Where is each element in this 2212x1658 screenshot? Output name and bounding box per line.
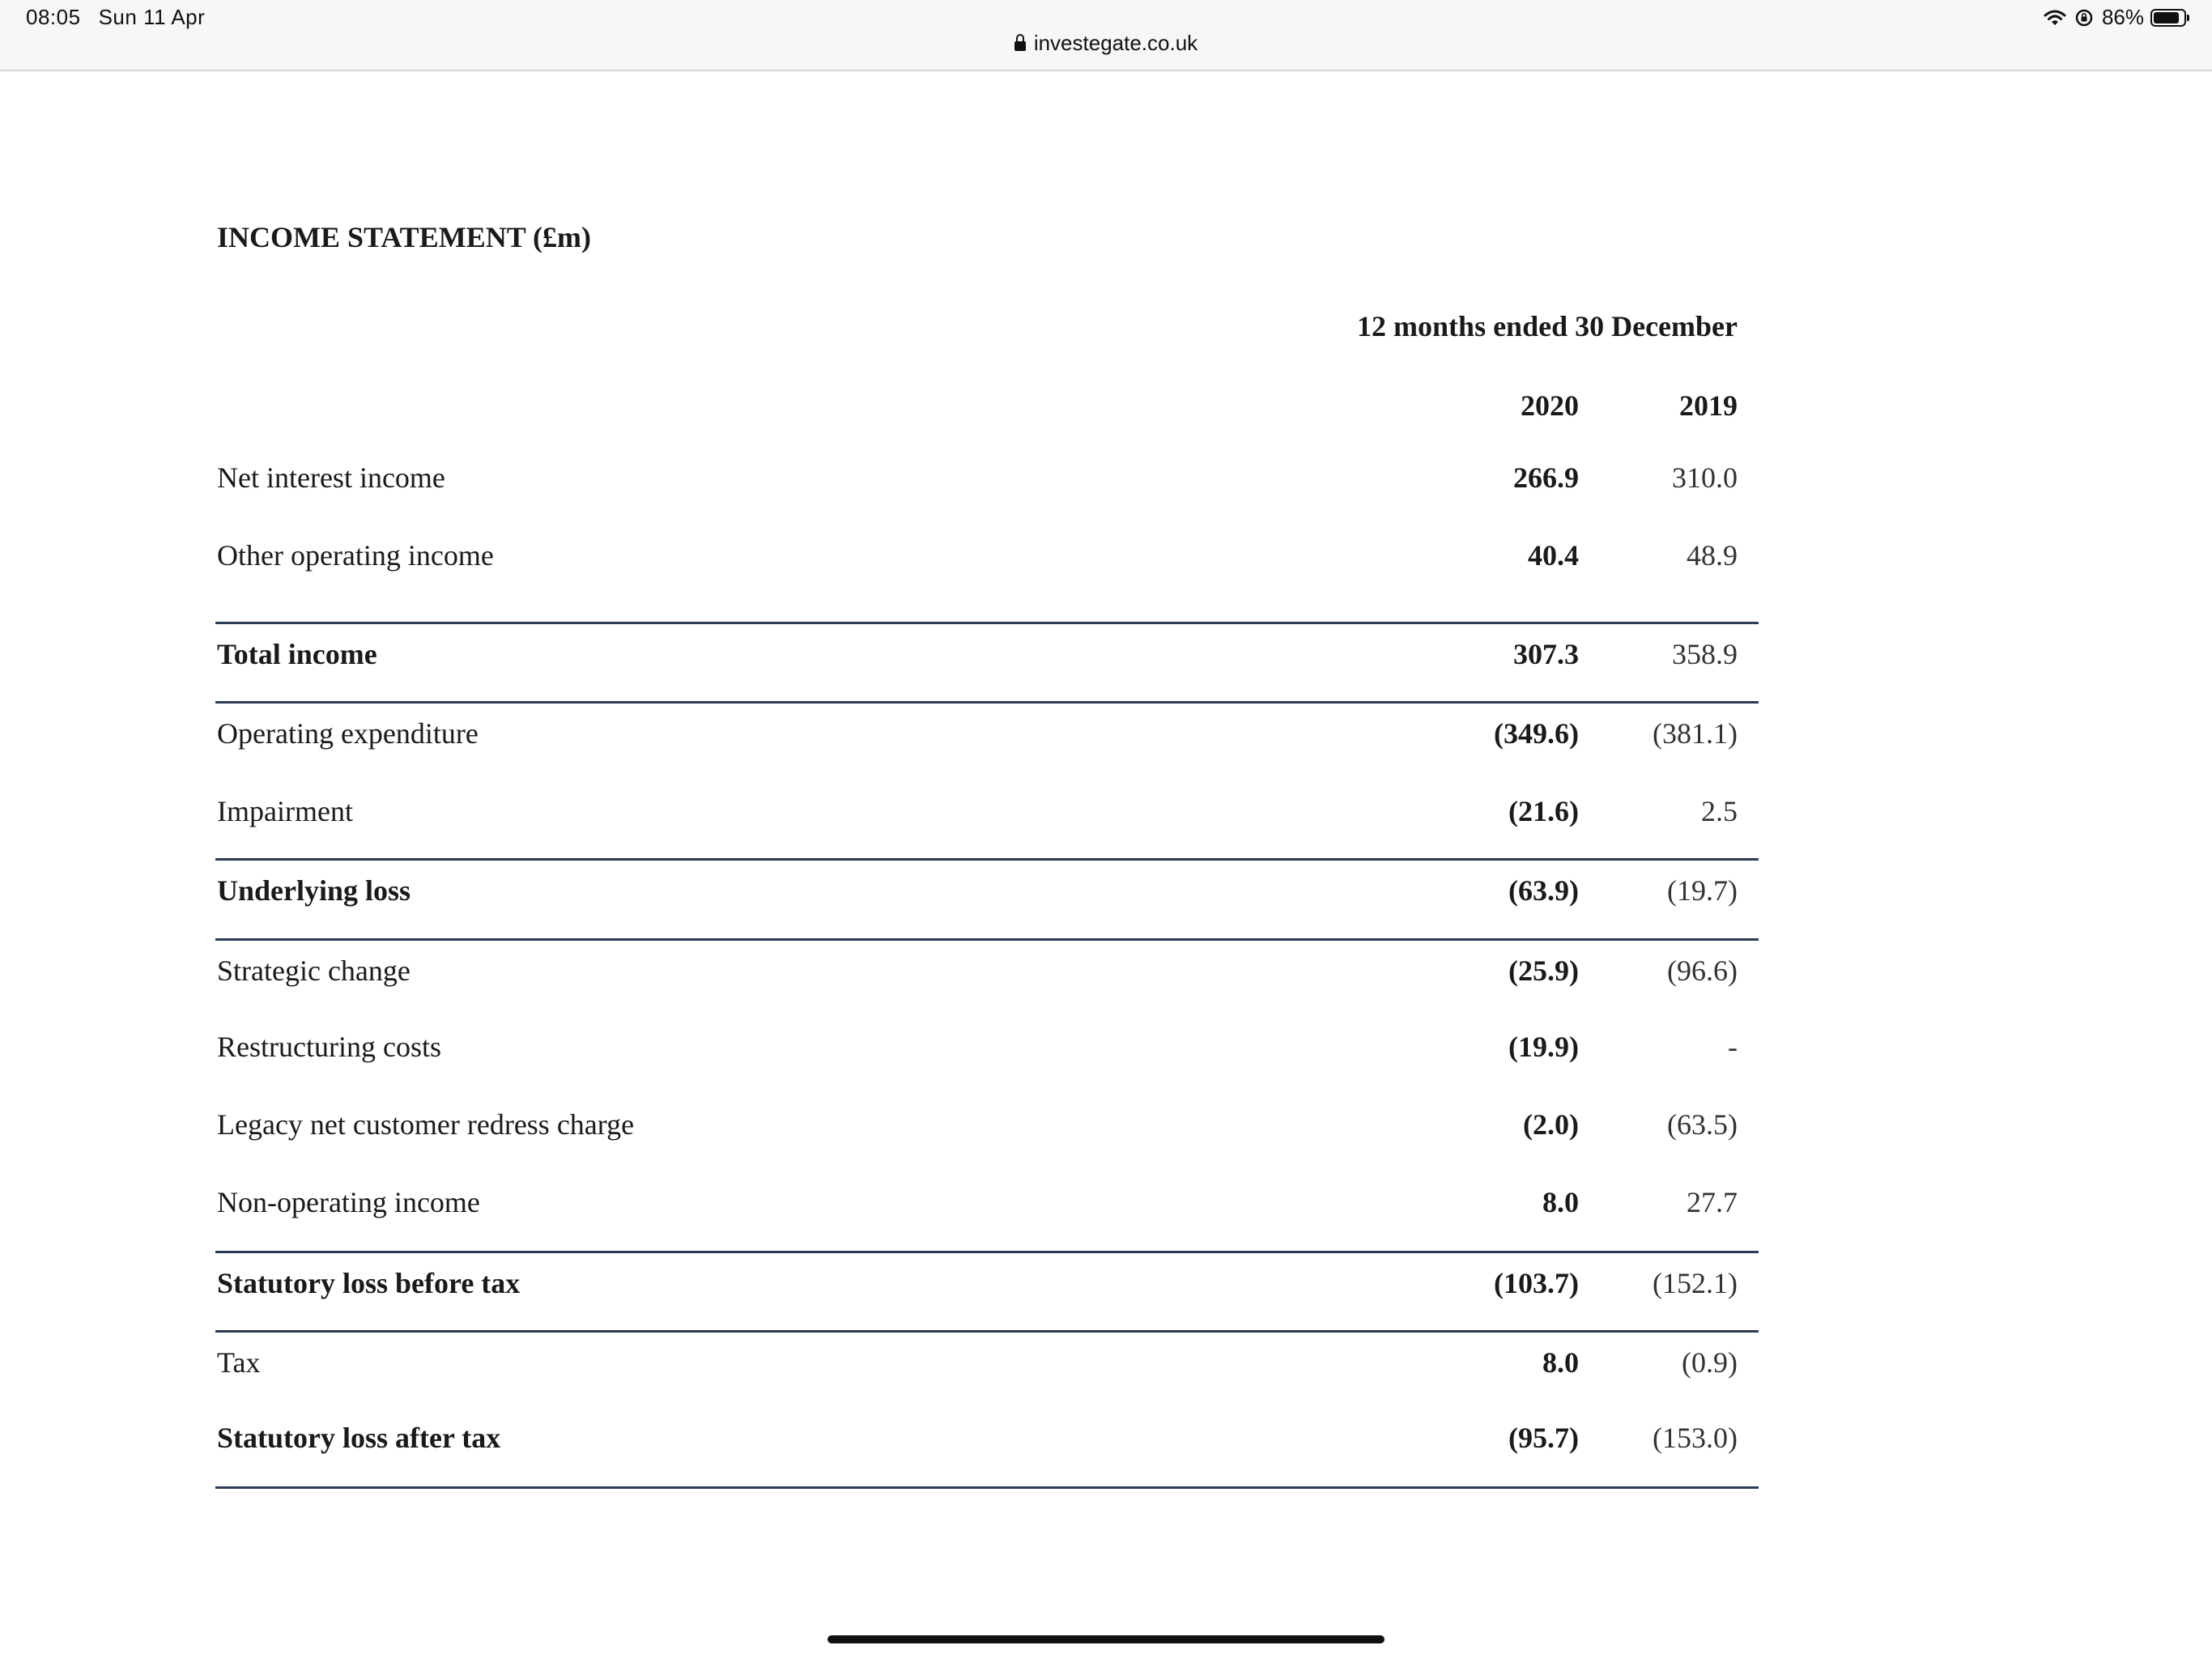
status-time-date	[26, 5, 223, 30]
battery-percent: 86%	[2101, 5, 2144, 29]
url-text[interactable]: investegate.co.uk	[1033, 31, 1198, 55]
value-2019: (381.1)	[1653, 717, 1738, 750]
status-bar	[0, 0, 2212, 71]
row-statutory-loss-after-tax	[215, 1408, 1759, 1486]
value-2020: (103.7)	[1494, 1267, 1579, 1299]
row-label: Legacy net customer redress charge	[217, 1108, 635, 1141]
row-statutory-loss-before-tax	[215, 1251, 1759, 1332]
row-label: Net interest income	[217, 461, 445, 494]
row-impairment	[215, 781, 1759, 860]
row-label: Underlying loss	[217, 874, 411, 907]
row-other-operating-income	[215, 525, 1759, 604]
row-label: Tax	[217, 1346, 261, 1379]
row-label: Statutory loss after tax	[217, 1422, 501, 1454]
row-tax	[215, 1330, 1759, 1411]
value-2019: (153.0)	[1653, 1422, 1738, 1454]
row-legacy-redress-charge	[215, 1095, 1759, 1173]
value-2020: 8.0	[1542, 1346, 1579, 1379]
status-date: Sun 11 Apr	[98, 5, 206, 29]
address-bar[interactable]	[0, 31, 2212, 56]
period-header: 12 months ended 30 December	[1357, 310, 1738, 342]
value-2019: -	[1728, 1031, 1738, 1063]
row-label: Strategic change	[217, 954, 410, 987]
wifi-icon	[2044, 9, 2066, 27]
page-title: INCOME STATEMENT (£m)	[217, 221, 592, 253]
row-label: Operating expenditure	[217, 717, 479, 750]
status-time: 08:05	[26, 5, 81, 29]
value-2020: 307.3	[1513, 638, 1579, 670]
value-2020: (25.9)	[1508, 954, 1579, 987]
value-2019: (63.5)	[1667, 1108, 1738, 1141]
value-2019: (0.9)	[1682, 1346, 1738, 1379]
value-2019: 2.5	[1701, 795, 1738, 827]
row-label: Other operating income	[217, 539, 494, 572]
row-net-interest-income	[215, 448, 1759, 526]
lock-icon	[1015, 41, 1026, 51]
value-2020: (95.7)	[1508, 1422, 1579, 1454]
row-label: Restructuring costs	[217, 1031, 441, 1063]
table-bottom-rule	[215, 1486, 1759, 1489]
row-label: Total income	[217, 638, 377, 670]
value-2019: 48.9	[1687, 539, 1738, 572]
value-2020: 40.4	[1528, 539, 1579, 572]
value-2019: 27.7	[1687, 1186, 1738, 1218]
row-underlying-loss	[215, 858, 1759, 939]
value-2020: (63.9)	[1508, 874, 1579, 907]
value-2020: 8.0	[1542, 1186, 1579, 1218]
rotation-lock-icon	[2074, 8, 2094, 28]
row-label: Statutory loss before tax	[217, 1267, 521, 1299]
row-strategic-change	[215, 938, 1759, 1019]
battery-icon	[2150, 9, 2186, 27]
value-2020: (349.6)	[1494, 717, 1579, 750]
column-header-2019: 2019	[1679, 389, 1738, 422]
row-restructuring-costs	[215, 1017, 1759, 1095]
battery-level	[2154, 12, 2179, 23]
row-operating-expenditure	[215, 701, 1759, 782]
home-indicator[interactable]	[827, 1635, 1385, 1643]
value-2020: (19.9)	[1508, 1031, 1579, 1063]
value-2019: (152.1)	[1653, 1267, 1738, 1299]
column-header-2020: 2020	[1521, 389, 1579, 422]
value-2019: (19.7)	[1667, 874, 1738, 907]
status-indicators	[2044, 5, 2186, 30]
value-2019: 310.0	[1672, 461, 1738, 494]
value-2019: (96.6)	[1667, 954, 1738, 987]
row-total-income	[215, 622, 1759, 703]
value-2019: 358.9	[1672, 638, 1738, 670]
value-2020: (2.0)	[1523, 1108, 1579, 1141]
value-2020: (21.6)	[1508, 795, 1579, 827]
value-2020: 266.9	[1513, 461, 1579, 494]
row-label: Non-operating income	[217, 1186, 480, 1218]
row-non-operating-income	[215, 1172, 1759, 1251]
row-label: Impairment	[217, 795, 353, 827]
